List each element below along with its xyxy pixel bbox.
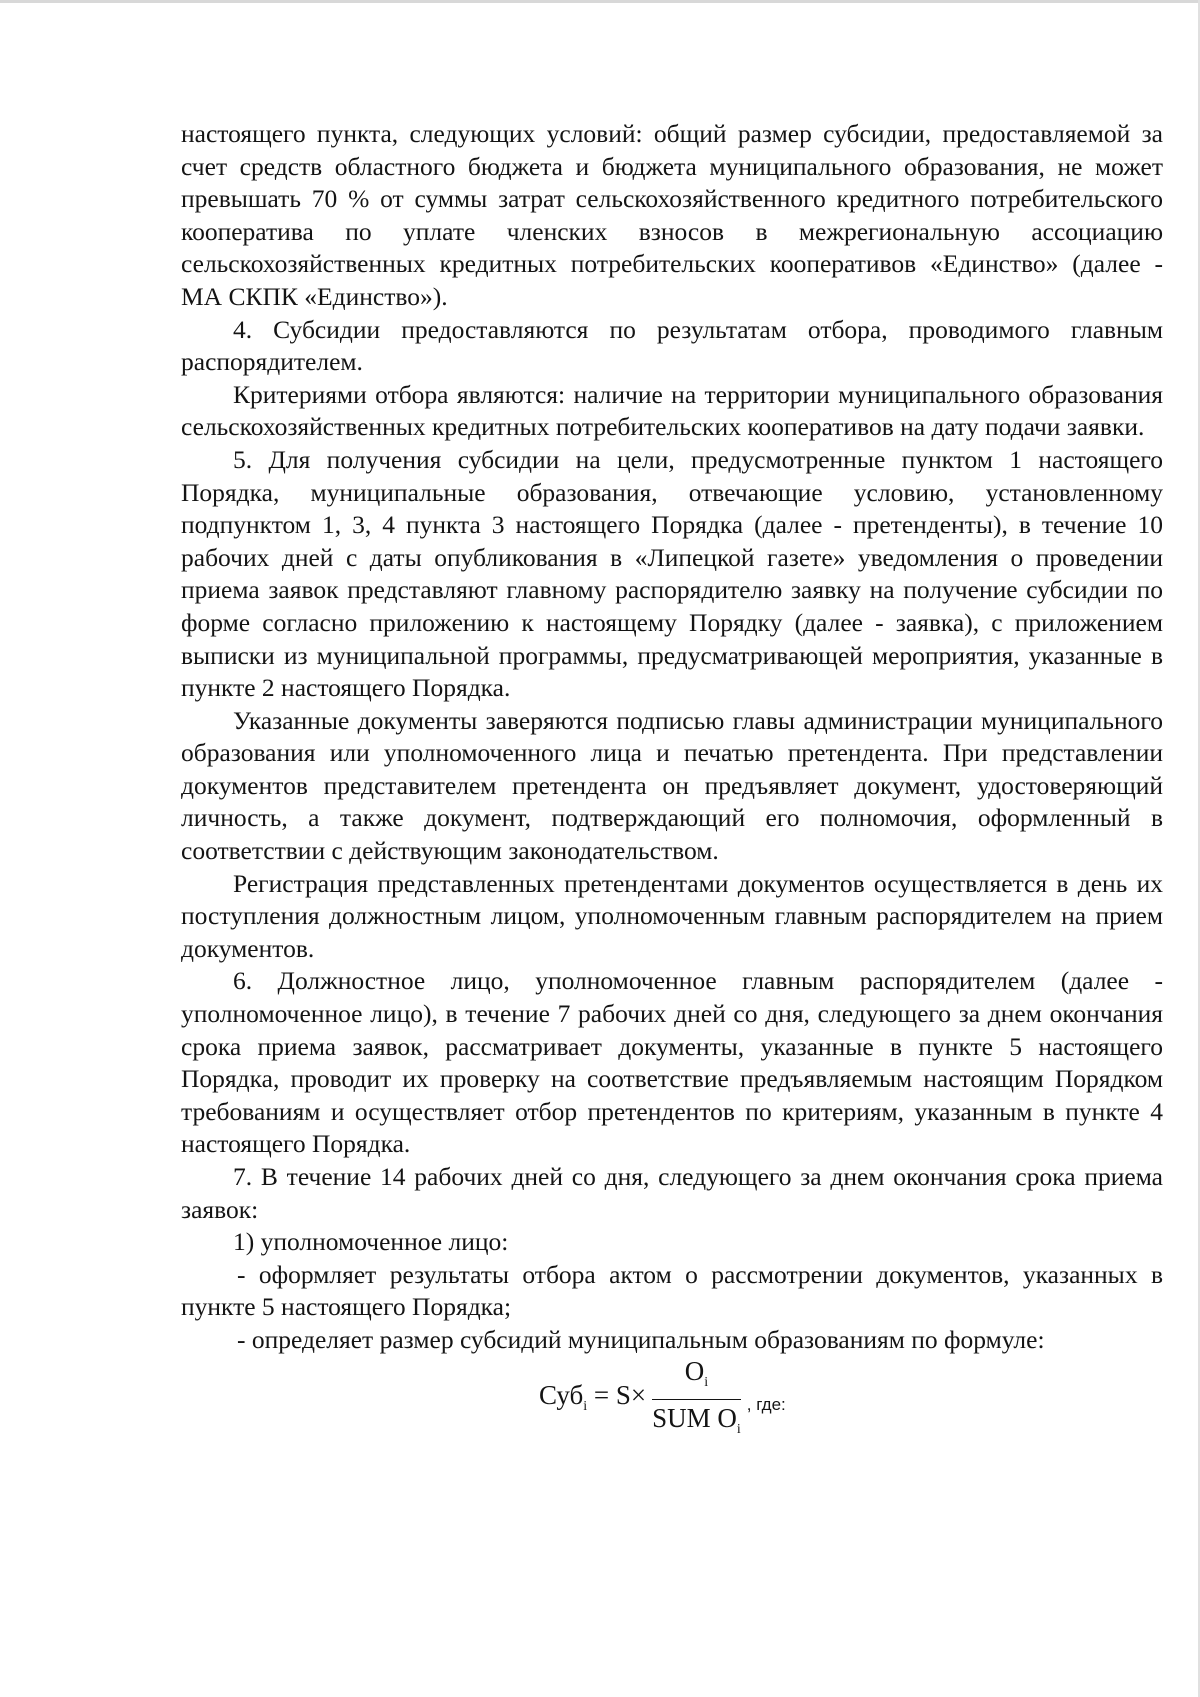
paragraph-continuation: настоящего пункта, следующих условий: общий размер субсидии, предоставляемой за счет средств областного бюджета и бюджета муниципального образования, не может превышать 70 % от суммы затрат сельскохозяйственного кредитного потребительского кооператива по уплате членских взносов в межрегиональную ассоциацию сельскохозяйственных кредитных потребительских кооперативов «Единство» (далее - МА СКПК «Единство»). — [181, 119, 1163, 311]
formula-fraction — [652, 1355, 741, 1449]
paragraph-item-6: 6. Должностное лицо, уполномоченное главным распорядителем (далее - уполномоченное лицо), в течение 7 рабочих дней со дня, следующего за днем окончания срока приема заявок, рассматривает документы, указанные в пункте 5 настоящего Порядка, проводит их проверку на соответствие предъявляемым настоящим Порядком требованиям и осуществляет отбор претендентов по критериям, указанным в пункте 4 настоящего Порядка. — [181, 966, 1163, 1159]
paragraph-subitem-1: 1) уполномоченное лицо: — [233, 1227, 509, 1257]
paragraph-registration: Регистрация представленных претендентами документов осуществляется в день их поступления должностным лицом, уполномоченным главным распорядителем на прием документов. — [181, 868, 1163, 963]
formula-numerator: $O_i$ — [684, 1355, 709, 1390]
list-item-formula-intro: - определяет размер субсидий муниципальным образованиям по формуле: — [237, 1324, 1045, 1354]
scan-edge-top — [0, 0, 1200, 3]
list-item-results: - оформляет результаты отбора актом о рассмотрении документов, указанных в пункте 5 настоящего Порядка; — [181, 1259, 1163, 1322]
formula-denominator: SUM $O_i$ — [652, 1403, 741, 1438]
paragraph-selection-criteria: Критериями отбора являются: наличие на территории муниципального образования сельскохозяйственных кредитных потребительских кооперативов на дату подачи заявки. — [181, 379, 1163, 442]
paragraph-document-certification: Указанные документы заверяются подписью главы администрации муниципального образования или уполномоченного лица и печатью претендента. При представлении документов представителем претендента он предъявляет документ, удостоверяющий личность, а также документ, подтверждающий его полномочия, оформленный в соответствии с действующим законодательством. — [181, 705, 1163, 866]
paragraph-item-4: 4. Субсидии предоставляются по результатам отбора, проводимого главным распорядителем. — [181, 314, 1163, 377]
document-body — [181, 118, 1163, 1453]
paragraph-item-7: 7. В течение 14 рабочих дней со дня, следующего за днем окончания срока приема заявок: — [181, 1162, 1163, 1224]
formula-block — [181, 1355, 1163, 1453]
subsidy-formula — [539, 1355, 786, 1441]
paragraph-item-5: 5. Для получения субсидии на цели, предусмотренные пунктом 1 настоящего Порядка, муниципальные образования, отвечающие условию, установленному подпунктом 1, 3, 4 пункта 3 настоящего Порядка (далее - претенденты), в течение 10 рабочих дней с даты опубликования в «Липецкой газете» уведомления о проведении приема заявок представляют главному распорядителю заявку на получение субсидии по форме согласно приложению к настоящему Порядку (далее - заявка), с приложением выписки из муниципальной программы, предусматривающей мероприятия, указанные в пункте 2 настоящего Порядка. — [181, 444, 1163, 703]
formula-lhs: Суб$_i$ = S× — [539, 1380, 647, 1415]
formula-where-label: , где: — [746, 1395, 786, 1415]
